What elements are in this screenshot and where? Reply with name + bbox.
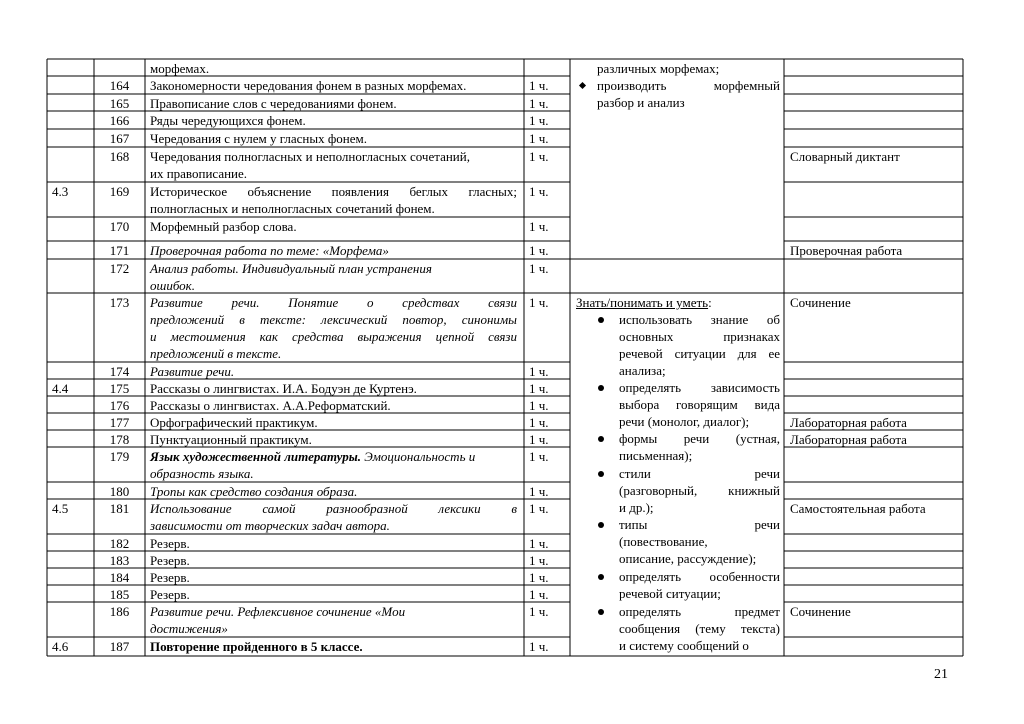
requirement-line: стили речи: [619, 466, 780, 481]
lesson-topic-line: образность языка.: [150, 466, 254, 481]
bullet-icon: [598, 471, 604, 477]
lesson-hours: 1 ч.: [529, 261, 549, 276]
requirement-line: типы речи: [619, 517, 780, 532]
lesson-number: 180: [109, 484, 130, 499]
lesson-topic: Повторение пройденного в 5 классе.: [150, 639, 363, 654]
control-form: Лабораторная работа: [790, 415, 907, 430]
lesson-topic-line: предложений в тексте: лексический повтор, синонимы: [150, 312, 517, 327]
topic-rest-part: Эмоциональность и: [361, 449, 476, 464]
lesson-number: 165: [109, 96, 130, 111]
requirement-line: (разговорный, книжный: [619, 483, 780, 498]
lesson-hours: 1 ч.: [529, 149, 549, 164]
requirement-line: различных морфемах;: [597, 61, 720, 76]
lesson-hours: 1 ч.: [529, 536, 549, 551]
lesson-topic-line: Чередования полногласных и неполногласных сочетаний,: [150, 149, 470, 164]
lesson-number: 177: [109, 415, 130, 430]
lesson-number: 171: [109, 243, 130, 258]
lesson-topic: Орфографический практикум.: [150, 415, 318, 430]
lesson-number: 173: [109, 295, 130, 310]
lesson-number: 176: [109, 398, 130, 413]
bullet-icon: [598, 574, 604, 580]
lesson-topic: Чередования с нулем у гласных фонем.: [150, 131, 367, 146]
control-form: Проверочная работа: [790, 243, 903, 258]
lesson-hours: 1 ч.: [529, 398, 549, 413]
lesson-hours: 1 ч.: [529, 96, 549, 111]
requirement-line: описание, рассуждение);: [619, 551, 757, 566]
lesson-hours: 1 ч.: [529, 364, 549, 379]
lesson-topic: Правописание слов с чередованиями фонем.: [150, 96, 397, 111]
lesson-topic-line: достижения»: [150, 621, 228, 636]
section-number: 4.5: [52, 501, 69, 516]
bullet-icon: [598, 385, 604, 391]
control-form: Сочинение: [790, 604, 851, 619]
bullet-icon: [598, 522, 604, 528]
lesson-hours: 1 ч.: [529, 219, 549, 234]
lesson-number: 186: [109, 604, 130, 619]
requirement-line: анализа;: [619, 363, 666, 378]
lesson-number: 182: [109, 536, 130, 551]
requirement-line: основных признаках: [619, 329, 780, 344]
lesson-hours: 1 ч.: [529, 184, 549, 199]
requirement-line: выбора говорящим вида: [619, 397, 780, 412]
lesson-hours: 1 ч.: [529, 243, 549, 258]
lesson-topic: Проверочная работа по теме: «Морфема»: [150, 243, 389, 258]
lesson-hours: 1 ч.: [529, 484, 549, 499]
lesson-hours: 1 ч.: [529, 553, 549, 568]
requirement-line: (повествование,: [619, 534, 708, 549]
lesson-number: 169: [109, 184, 130, 199]
lesson-hours: 1 ч.: [529, 295, 549, 310]
requirement-line: и систему сообщений о: [619, 638, 749, 653]
lesson-number: 175: [109, 381, 130, 396]
lesson-topic: Морфемный разбор слова.: [150, 219, 297, 234]
lesson-topic-line: ошибок.: [150, 278, 196, 293]
topic-bold-part: Язык художественной литературы.: [150, 449, 362, 464]
requirement-line: и др.);: [619, 500, 654, 515]
lesson-number: 172: [109, 261, 130, 276]
requirements-heading-text: Знать/понимать и уметь: [576, 295, 709, 310]
requirement-item: производить морфемный: [597, 78, 780, 93]
control-form: Словарный диктант: [790, 149, 900, 164]
requirements-heading: [576, 294, 712, 311]
lesson-topic: Развитие речи.: [150, 364, 235, 379]
lesson-hours: 1 ч.: [529, 415, 549, 430]
lesson-number: 170: [109, 219, 130, 234]
requirements-heading-colon: :: [708, 295, 712, 310]
lesson-topic: морфемах.: [150, 61, 210, 76]
lesson-number: 184: [109, 570, 130, 585]
lesson-topic-line: зависимости от творческих задач автора.: [150, 518, 390, 533]
lesson-topic-line: Развитие речи. Рефлексивное сочинение «Мои: [150, 604, 406, 619]
lesson-hours: 1 ч.: [529, 639, 549, 654]
lesson-topic: Рассказы о лингвистах. И.А. Бодуэн де Куртенэ.: [150, 381, 417, 396]
lesson-topic-line: и местоимения как средства выражения цепной связи: [150, 329, 517, 344]
lesson-number: 168: [109, 149, 130, 164]
section-number: 4.3: [52, 184, 69, 199]
lesson-topic-line: Историческое объяснение появления беглых гласных;: [150, 184, 517, 199]
bullet-icon: [598, 317, 604, 323]
lesson-hours: 1 ч.: [529, 570, 549, 585]
lesson-topic-line: Анализ работы. Индивидуальный план устранения: [150, 261, 432, 276]
bullet-icon: [598, 609, 604, 615]
requirement-line: речи (монолог, диалог);: [619, 414, 750, 429]
lesson-hours: 1 ч.: [529, 131, 549, 146]
lesson-topic: Рассказы о лингвистах. А.А.Реформатский.: [150, 398, 391, 413]
lesson-topic: Резерв.: [150, 587, 190, 602]
lesson-number: 167: [109, 131, 130, 146]
lesson-topic: Ряды чередующихся фонем.: [150, 113, 306, 128]
requirement-line: определять предмет: [619, 604, 780, 619]
lesson-number: 187: [109, 639, 130, 654]
lesson-hours: 1 ч.: [529, 587, 549, 602]
lesson-topic-line: Использование самой разнообразной лексики в: [150, 501, 517, 516]
requirement-line: формы речи (устная,: [619, 431, 780, 446]
lesson-number: 164: [109, 78, 130, 93]
requirement-line: определять особенности: [619, 569, 780, 584]
requirement-line: речевой ситуации;: [619, 586, 721, 601]
requirement-line: использовать знание об: [619, 312, 780, 327]
lesson-topic-line: их правописание.: [150, 166, 248, 181]
control-form: Сочинение: [790, 295, 851, 310]
lesson-topic: Закономерности чередования фонем в разных морфемах.: [150, 78, 467, 93]
lesson-topic-line: [150, 448, 475, 465]
requirement-line: сообщения (тему текста): [619, 621, 780, 636]
lesson-hours: 1 ч.: [529, 604, 549, 619]
lesson-hours: 1 ч.: [529, 449, 549, 464]
lesson-hours: 1 ч.: [529, 501, 549, 516]
lesson-number: 181: [109, 501, 130, 516]
requirement-item: разбор и анализ: [597, 95, 685, 110]
lesson-topic: Пунктуационный практикум.: [150, 432, 312, 447]
lesson-topic: Резерв.: [150, 553, 190, 568]
lesson-number: 166: [109, 113, 130, 128]
lesson-topic-line: полногласных и неполногласных сочетаний фонем.: [150, 201, 435, 216]
control-form: Самостоятельная работа: [790, 501, 926, 516]
section-number: 4.4: [52, 381, 69, 396]
requirement-line: письменная);: [619, 448, 693, 463]
lesson-number: 185: [109, 587, 130, 602]
requirement-line: речевой ситуации для ее: [619, 346, 780, 361]
lesson-number: 183: [109, 553, 130, 568]
lesson-hours: 1 ч.: [529, 381, 549, 396]
lesson-topic: Тропы как средство создания образа.: [150, 484, 358, 499]
lesson-number: 178: [109, 432, 130, 447]
control-form: Лабораторная работа: [790, 432, 907, 447]
lesson-topic: Резерв.: [150, 570, 190, 585]
requirement-line: определять зависимость: [619, 380, 780, 395]
lesson-number: 174: [109, 364, 130, 379]
lesson-hours: 1 ч.: [529, 113, 549, 128]
lesson-topic-line: предложений в тексте.: [150, 346, 282, 361]
lesson-number: 179: [109, 449, 130, 464]
lesson-hours: 1 ч.: [529, 432, 549, 447]
lesson-hours: 1 ч.: [529, 78, 549, 93]
section-number: 4.6: [52, 639, 69, 654]
bullet-icon: [598, 436, 604, 442]
lesson-topic-line: Развитие речи. Понятие о средствах связи: [150, 295, 517, 310]
page-number: 21: [934, 667, 948, 682]
lesson-topic: Резерв.: [150, 536, 190, 551]
